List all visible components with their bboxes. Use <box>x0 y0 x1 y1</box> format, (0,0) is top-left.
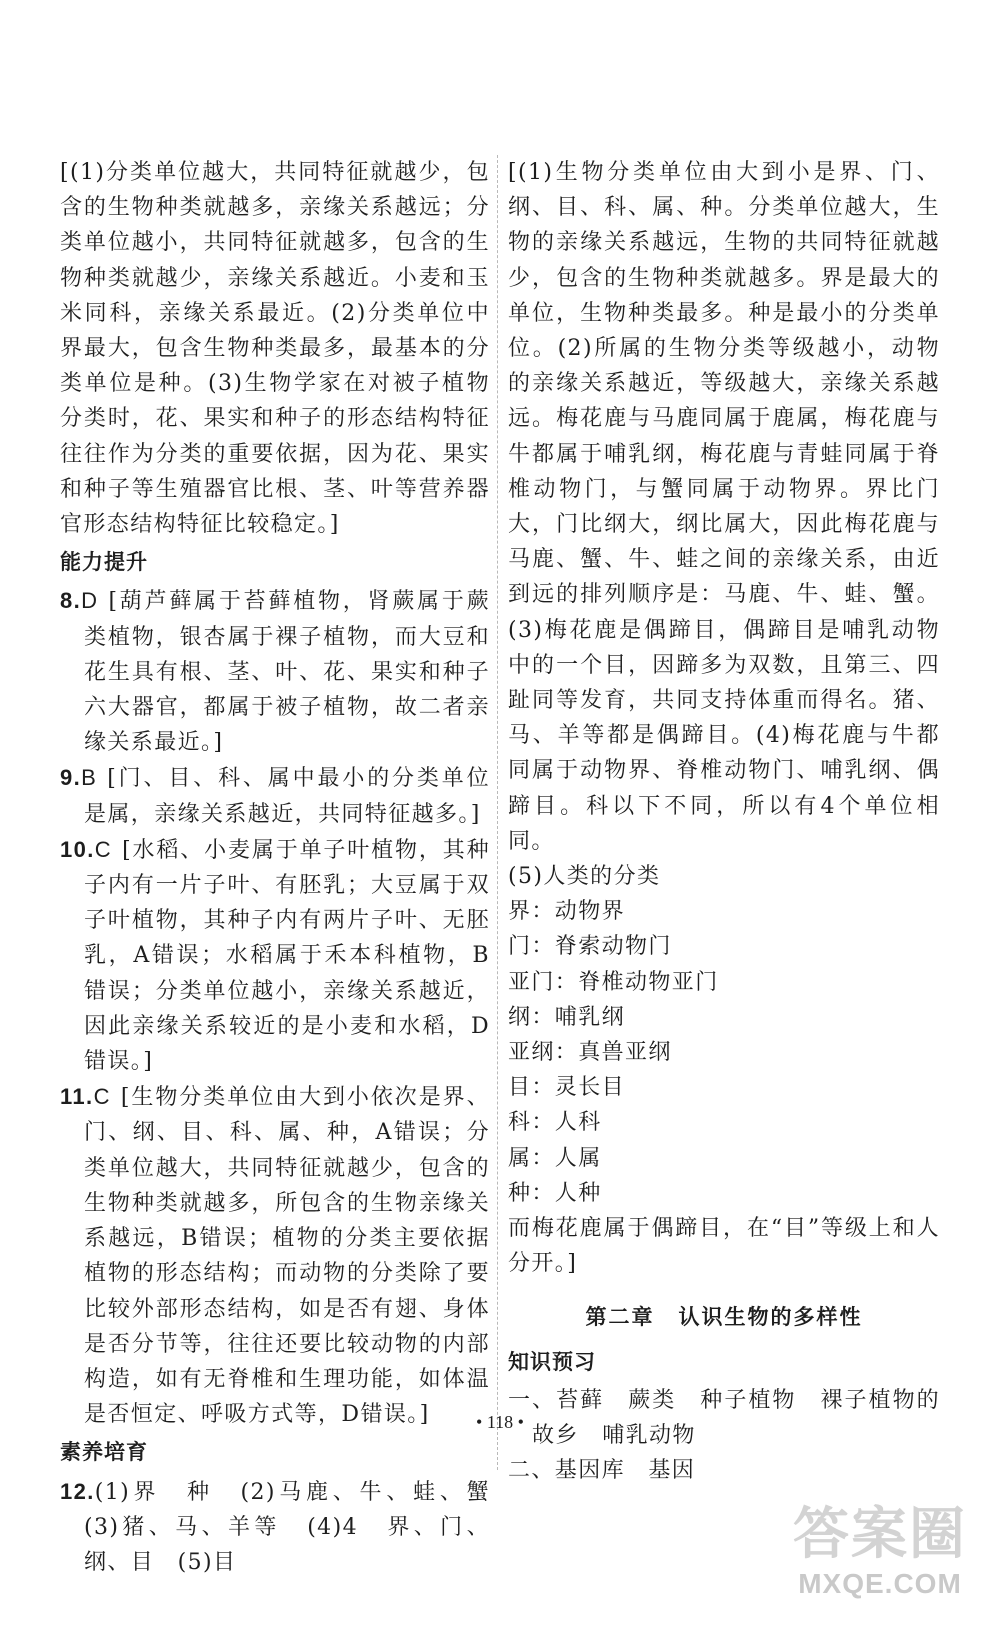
classification-item: 属：人属 <box>508 1145 602 1171</box>
question-explanation: [水稻、小麦属于单子叶植物，其种子内有一片子叶、有胚乳；大豆属于双子叶植物，其种子内有两片子叶、无胚乳，A错误；水稻属于禾本科植物，B错误；分类单位越小，亲缘关系越近，因此亲缘关系较近的是小麦和水稻，D错误。] <box>84 837 490 1075</box>
question-answer: C <box>93 1084 111 1110</box>
watermark <box>780 1480 980 1630</box>
classification-item: 界：动物界 <box>508 899 626 925</box>
preview-answer-2: 二、基因库 基因 <box>508 1458 696 1484</box>
question-explanation: [葫芦藓属于苔藓植物，肾蕨属于蕨类植物，银杏属于裸子植物，而大豆和花生具有根、茎、叶、花、果实和种子六大器官，都属于被子植物，故二者亲缘关系最近。] <box>84 589 490 756</box>
question-number: 12. <box>60 1478 95 1504</box>
question-answer: C <box>94 836 113 862</box>
answer-explanation: [(1)生物分类单位由大到小是界、门、纲、目、科、属、种。分类单位越大，生物的亲缘关系越远，生物的共同特征就越少，包含的生物种类就越多。界是最大的单位，生物种类最多。种是最小的分类单位。(2)所属的生物分类等级越小，动物的亲缘关系越近，等级越大，亲缘关系越远。梅花鹿与马鹿同属于鹿属，梅花鹿与牛都属于哺乳纲，梅花鹿与青蛙同属于脊椎动物门，与蟹同属于动物界。界比门大，门比纲大，纲比属大，因此梅花鹿与马鹿、蟹、牛、蛙之间的亲缘关系，由近到远的排列顺序是：马鹿、牛、蛙、蟹。(3)梅花鹿是偶蹄目，偶蹄目是哺乳动物中的一个目，因蹄多为双数，且第三、四趾同等发育，共同支持体重而得名。猪、马、羊等都是偶蹄目。(4)梅花鹿与牛都同属于动物界、脊椎动物门、哺乳纲、偶蹄目。科以下不同，所以有4个单位相同。 <box>508 160 940 854</box>
classification-item: 科：人科 <box>508 1110 602 1136</box>
chapter-title: 认识生物的多样性 <box>678 1304 863 1329</box>
classification-list <box>508 894 940 1211</box>
watermark-logo: 答案圈 <box>793 1502 967 1567</box>
question-number: 8. <box>60 588 82 614</box>
question-answer: B <box>81 765 98 791</box>
column-divider <box>497 155 498 1470</box>
section-heading-preview: 知识预习 <box>508 1349 596 1374</box>
question-answer: D <box>81 588 99 614</box>
section-heading-ability: 能力提升 <box>60 550 148 575</box>
answer-conclusion: 而梅花鹿属于偶蹄目，在“目”等级上和人分开。] <box>508 1216 940 1277</box>
chapter-number: 第二章 <box>585 1304 655 1329</box>
question-11 <box>60 1079 490 1432</box>
question-number: 11. <box>60 1084 94 1110</box>
page-number: • 118 • <box>476 1412 524 1432</box>
question-explanation: [生物分类单位由大到小依次是界、门、纲、目、科、属、种，A错误；分类单位越大，共同特征就越少，包含的生物种类就越多，所包含的生物亲缘关系越远，B错误；植物的分类主要依据植物的形态结构；而动物的分类除了要比较外部形态结构，如是否有翅、身体是否分节等，往往还要比较动物的内部构造，如有无脊椎和生理功能，如体温是否恒定、呼吸方式等，D错误。] <box>84 1085 490 1428</box>
question-explanation: [门、目、科、属中最小的分类单位是属，亲缘关系越近，共同特征越多。] <box>84 766 490 827</box>
question-10 <box>60 832 490 1079</box>
watermark-url: MXQE.COM <box>798 1568 962 1599</box>
chapter-heading <box>508 1300 940 1335</box>
question-8 <box>60 583 490 760</box>
question-9 <box>60 760 490 831</box>
answer-explanation: [(1)分类单位越大，共同特征就越少，包含的生物种类就越多，亲缘关系越远；分类单位越小，共同特征就越多，包含的生物种类就越少，亲缘关系越近。小麦和玉米同科，亲缘关系最近。(2)分类单位中界最大，包含生物种类最多，最基本的分类单位是种。(3)生物学家在对被子植物分类时，花、果实和种子的形态结构特征往往作为分类的重要依据，因为花、果实和种子等生殖器官比根、茎、叶等营养器官形态结构特征比较稳定。] <box>60 160 490 538</box>
question-number: 10. <box>60 836 95 862</box>
classification-item: 目：灵长目 <box>508 1075 626 1101</box>
question-explanation: (1)界 种 (2)马鹿、牛、蛙、蟹 (3)猪、马、羊等 (4)4 界、门、纲、目 (5)目 <box>84 1479 514 1575</box>
classification-item: 纲：哺乳纲 <box>508 1004 626 1030</box>
section-heading-literacy: 素养培育 <box>60 1440 148 1465</box>
classification-item: 种：人种 <box>508 1180 602 1206</box>
right-column <box>508 155 940 1489</box>
classification-item: 亚纲：真兽亚纲 <box>508 1040 672 1066</box>
classification-title: (5)人类的分类 <box>508 864 661 890</box>
question-12 <box>60 1474 514 1581</box>
preview-answer-1: 一、苔藓 蕨类 种子植物 裸子植物的故乡 哺乳动物 <box>508 1387 940 1449</box>
question-number: 9. <box>60 765 82 791</box>
classification-item: 亚门：脊椎动物亚门 <box>508 969 719 995</box>
classification-item: 门：脊索动物门 <box>508 934 672 960</box>
